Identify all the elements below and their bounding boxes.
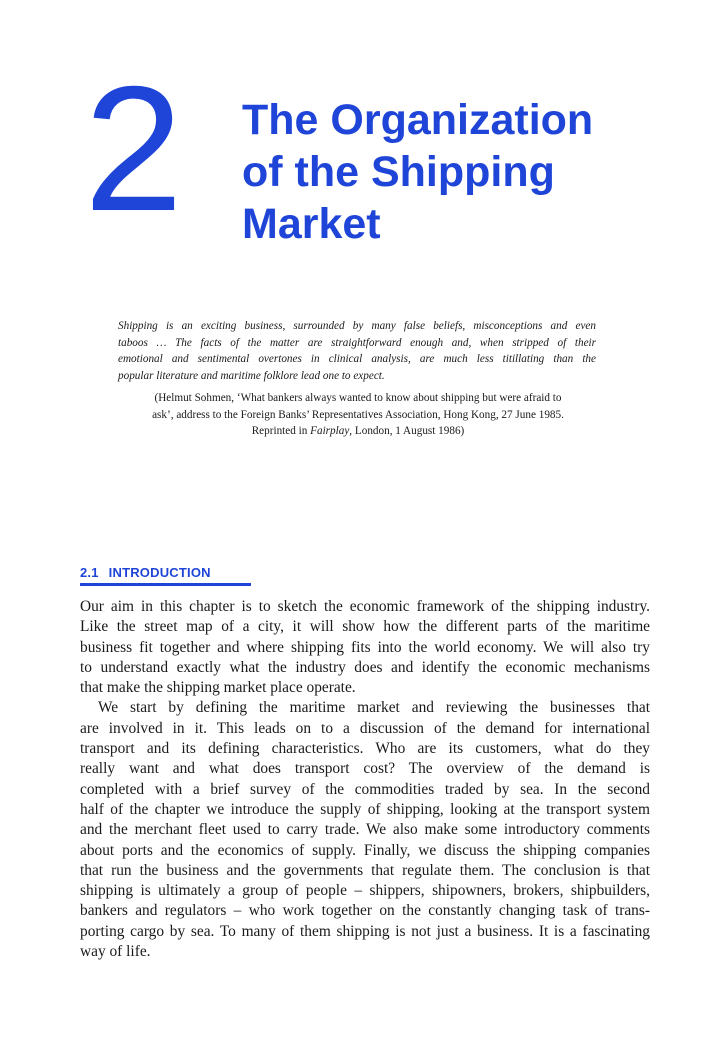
body-line: We start by defining the maritime market and reviewing the businesses that: [98, 699, 650, 717]
chapter-title-line: The Organization: [242, 96, 594, 144]
body-line: to understand exactly what the industry does and identify the economic mechanisms: [80, 658, 650, 676]
body-line: half of the chapter we introduce the supply of shipping, looking at the transport system: [80, 800, 650, 818]
attribution-prefix: Reprinted in: [251, 425, 311, 437]
attribution-line: [110, 423, 606, 440]
chapter-title-line: of the Shipping: [242, 148, 555, 196]
chapter-number: 2: [84, 49, 179, 248]
section-number: 2.1: [80, 565, 99, 580]
section-heading: [80, 565, 211, 580]
epigraph-attribution: [110, 390, 606, 440]
body-line: porting cargo by sea. To many of them shipping is not just a business. It is a fascinating: [80, 922, 650, 940]
epigraph-line: popular literature and maritime folklore lead one to expect.: [118, 369, 385, 382]
body-line: about ports and the economics of supply. Finally, we discuss the shipping companies: [80, 841, 650, 859]
body-line: really want and what does transport cost? The overview of the demand is: [80, 760, 650, 778]
body-line: are involved in it. This leads on to a discussion of the demand for international: [80, 719, 650, 737]
body-line: completed with a brief survey of the commodities traded by sea. In the second: [80, 780, 650, 798]
body-line: Our aim in this chapter is to sketch the economic framework of the shipping industry.: [80, 598, 650, 615]
section-title: INTRODUCTION: [108, 565, 211, 580]
epigraph-quote: [118, 318, 596, 384]
chapter-title: [242, 94, 662, 250]
body-line: that make the shipping market place operate.: [80, 679, 356, 697]
body-line: Like the street map of a city, it will show how the different parts of the maritime: [80, 618, 650, 636]
chapter-title-line: Market: [242, 200, 381, 248]
body-text: [80, 597, 650, 962]
body-line: that run the business and the governments that regulate them. The conclusion is that: [80, 861, 650, 879]
attribution-suffix: , London, 1 August 1986): [349, 425, 465, 437]
attribution-line: (Helmut Sohmen, ‘What bankers always wanted to know about shipping but were afraid to: [154, 392, 562, 404]
body-line: shipping is ultimately a group of people – shippers, shipowners, brokers, shipbuilders,: [80, 882, 650, 900]
epigraph-line: emotional and sentimental overtones in clinical analysis, are much less titillating than the: [118, 353, 596, 365]
body-line: bankers and regulators – who work together on the constantly changing task of trans-: [80, 902, 650, 920]
body-line: and the merchant fleet used to carry trade. We also make some introductory comments: [80, 821, 650, 839]
epigraph-line: Shipping is an exciting business, surrounded by many false beliefs, misconceptions and even: [118, 320, 596, 332]
section-underline: [80, 583, 251, 586]
body-line: transport and its defining characteristics. Who are its customers, what do they: [80, 740, 650, 758]
attribution-line: ask’, address to the Foreign Banks’ Representatives Association, Hong Kong, 27 June 1985.: [152, 408, 564, 421]
body-line: business fit together and where shipping fits into the world economy. We will also try: [80, 638, 650, 656]
epigraph-line: taboos … The facts of the matter are straightforward enough and, when stripped of their: [118, 336, 596, 349]
body-line: way of life.: [80, 943, 151, 961]
attribution-publication: Fairplay: [310, 425, 350, 437]
